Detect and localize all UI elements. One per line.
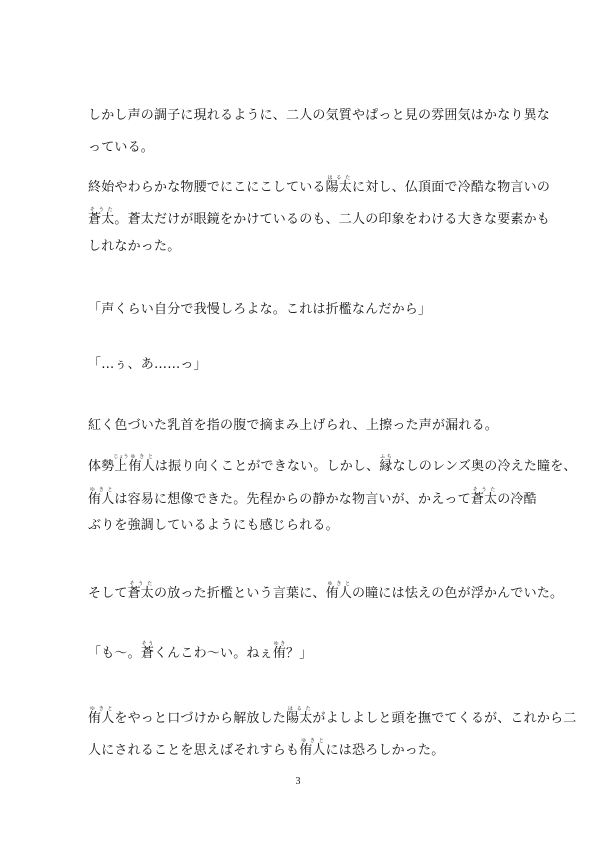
text-segment: がよしよしと頭を撫でてくるが、これから二: [312, 711, 577, 726]
ruby-word: [88, 706, 115, 726]
ruby-base: 上: [113, 459, 129, 474]
furigana: そうた: [88, 207, 115, 213]
text-line: [88, 357, 207, 373]
text-segment: しれなかった。: [88, 239, 181, 254]
ruby-base: 陽太: [325, 180, 353, 195]
text-line: [88, 706, 576, 727]
ruby-base: 縁: [379, 459, 393, 474]
text-line: [88, 175, 550, 196]
ruby-base: 蒼: [140, 646, 155, 661]
text-segment: っている。: [88, 140, 155, 155]
text-segment: の瞳には怯えの色が浮かんでいた。: [352, 586, 564, 601]
text-segment: 「声くらい自分で我慢しろよな。これは折檻なんだから」: [88, 302, 432, 317]
text-segment: なしのレンズ奥の冷えた瞳を、: [392, 459, 577, 474]
ruby-word: [88, 207, 115, 227]
ruby-base: 侑人: [128, 459, 155, 474]
ruby-word: [128, 454, 155, 474]
furigana: ゆきと: [128, 454, 155, 460]
text-segment: 人にされることを思えばそれすらも: [88, 743, 300, 758]
text-segment: をやっと口づけから解放した: [114, 711, 287, 726]
ruby-word: [470, 487, 498, 507]
ruby-base: 侑人: [325, 586, 353, 601]
text-segment: は振り向くことができない。しかし、: [154, 459, 380, 474]
ruby-word: [379, 454, 393, 474]
furigana: じょう: [113, 454, 129, 460]
text-line: [88, 454, 577, 475]
text-segment: 紅く色づいた乳首を指の腹で摘まみ上げられ、上擦った声が漏れる。: [88, 418, 498, 433]
text-line: [88, 581, 563, 602]
text-line: [88, 302, 431, 318]
furigana: そうた: [127, 581, 154, 587]
text-line: [88, 641, 312, 662]
text-segment: には恐ろしかった。: [325, 743, 445, 758]
furigana: そう: [140, 641, 155, 647]
furigana: ゆき: [272, 641, 287, 647]
text-segment: に対し、仏頂面で冷酷な物言いの: [352, 180, 551, 195]
ruby-base: 侑人: [299, 743, 326, 758]
text-segment: 体勢: [88, 459, 115, 474]
text-segment: しかし声の調子に現れるように、二人の気質やぱっと見の雰囲気はかなり異な: [88, 108, 551, 123]
furigana: ふち: [379, 454, 393, 460]
ruby-base: 蒼太: [88, 212, 115, 227]
ruby-base: 侑人: [88, 711, 115, 726]
ruby-base: 蒼太: [470, 492, 498, 507]
furigana: はるた: [325, 175, 352, 181]
ruby-word: [325, 581, 353, 601]
ruby-word: [299, 738, 326, 758]
ruby-word: [88, 487, 115, 507]
text-line: [88, 738, 444, 759]
ruby-word: [127, 581, 155, 601]
text-line: [88, 140, 154, 156]
ruby-base: 侑人: [88, 492, 115, 507]
ruby-word: [113, 454, 129, 474]
text-segment: の冷酷: [497, 492, 537, 507]
ruby-base: 侑: [272, 646, 287, 661]
ruby-word: [286, 706, 313, 726]
page-number: 3: [295, 776, 301, 787]
text-segment: 「も〜。: [88, 646, 141, 661]
text-line: [88, 207, 550, 228]
furigana: はるた: [286, 706, 313, 712]
text-line: [88, 487, 537, 508]
text-segment: 。蒼太だけが眼鏡をかけているのも、二人の印象をわける大きな要素かも: [114, 212, 551, 227]
text-segment: ？」: [286, 646, 313, 661]
ruby-word: [272, 641, 287, 661]
furigana: ゆきと: [88, 706, 115, 712]
ruby-base: 陽太: [286, 711, 313, 726]
text-segment: そして: [88, 586, 128, 601]
text-line: [88, 108, 550, 124]
text-segment: は容易に想像できた。先程からの静かな物言いが、かえって: [114, 492, 471, 507]
text-segment: の放った折檻という言葉に、: [154, 586, 326, 601]
furigana: ゆきと: [325, 581, 353, 587]
ruby-base: 蒼太: [127, 586, 155, 601]
text-segment: 終始やわらかな物腰でにこにこしている: [88, 180, 326, 195]
ruby-word: [325, 175, 353, 195]
furigana: ゆきと: [88, 487, 115, 493]
text-line: [88, 239, 180, 255]
text-segment: ぶりを強調しているようにも感じられる。: [88, 518, 339, 533]
furigana: そうた: [470, 487, 498, 493]
text-line: [88, 518, 339, 534]
text-line: [88, 418, 498, 434]
ruby-word: [140, 641, 155, 661]
text-segment: 「…ぅ、あ……っ」: [88, 357, 207, 372]
furigana: ゆきと: [299, 738, 326, 744]
text-segment: くんこわ〜い。ねぇ: [154, 646, 273, 661]
